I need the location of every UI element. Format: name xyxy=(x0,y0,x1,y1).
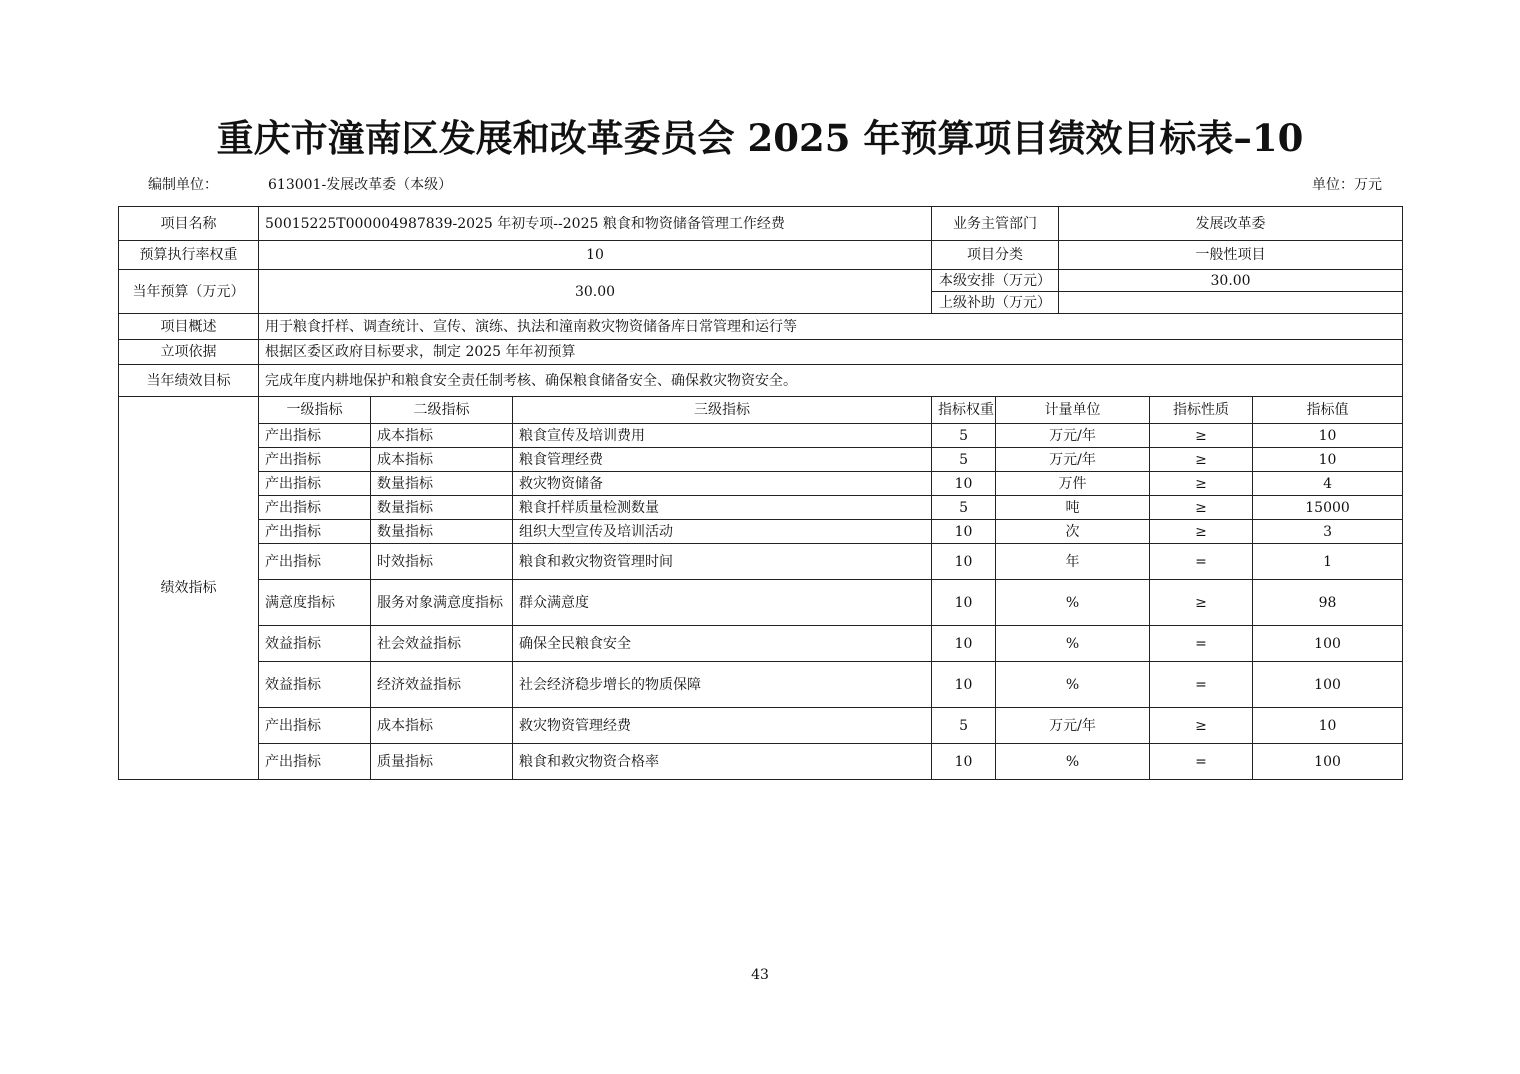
level1-cell: 产出指标 xyxy=(259,544,371,580)
level2-cell: 经济效益指标 xyxy=(371,662,513,708)
indicator-row xyxy=(119,708,1403,744)
indicator-row xyxy=(119,520,1403,544)
budget-weight-value: 10 xyxy=(259,241,932,270)
local-arrangement-value: 30.00 xyxy=(1059,270,1403,292)
unit-cell: 万元/年 xyxy=(996,708,1150,744)
indicators-section-label: 绩效指标 xyxy=(119,397,259,780)
nature-cell: ≥ xyxy=(1150,424,1253,448)
level3-cell: 组织大型宣传及培训活动 xyxy=(513,520,932,544)
unit-cell: 次 xyxy=(996,520,1150,544)
level2-cell: 成本指标 xyxy=(371,424,513,448)
unit-cell: 万件 xyxy=(996,472,1150,496)
unit-cell: % xyxy=(996,580,1150,626)
row-goal xyxy=(119,365,1403,397)
header-nature: 指标性质 xyxy=(1150,397,1253,424)
level1-cell: 产出指标 xyxy=(259,496,371,520)
value-cell: 100 xyxy=(1253,626,1403,662)
level3-cell: 群众满意度 xyxy=(513,580,932,626)
indicator-row xyxy=(119,626,1403,662)
goal-label: 当年绩效目标 xyxy=(119,365,259,397)
upper-subsidy-label: 上级补助（万元） xyxy=(932,292,1059,314)
overview-label: 项目概述 xyxy=(119,314,259,340)
basis-label: 立项依据 xyxy=(119,340,259,365)
nature-cell: = xyxy=(1150,744,1253,780)
category-label: 项目分类 xyxy=(932,241,1059,270)
level2-cell: 社会效益指标 xyxy=(371,626,513,662)
level1-cell: 产出指标 xyxy=(259,708,371,744)
nature-cell: ≥ xyxy=(1150,520,1253,544)
header-level1: 一级指标 xyxy=(259,397,371,424)
upper-subsidy-value xyxy=(1059,292,1403,314)
indicator-row xyxy=(119,544,1403,580)
row-weight xyxy=(119,241,1403,270)
weight-cell: 10 xyxy=(932,520,996,544)
nature-cell: ≥ xyxy=(1150,496,1253,520)
level2-cell: 时效指标 xyxy=(371,544,513,580)
basis-value: 根据区委区政府目标要求，制定 2025 年年初预算 xyxy=(259,340,1403,365)
performance-table xyxy=(118,206,1403,780)
weight-cell: 10 xyxy=(932,544,996,580)
value-cell: 1 xyxy=(1253,544,1403,580)
level1-cell: 效益指标 xyxy=(259,626,371,662)
level1-cell: 产出指标 xyxy=(259,424,371,448)
indicator-row xyxy=(119,496,1403,520)
header-value: 指标值 xyxy=(1253,397,1403,424)
local-arrangement-label: 本级安排（万元） xyxy=(932,270,1059,292)
row-overview xyxy=(119,314,1403,340)
indicator-row xyxy=(119,662,1403,708)
level1-cell: 产出指标 xyxy=(259,472,371,496)
weight-cell: 10 xyxy=(932,472,996,496)
annual-budget-label: 当年预算（万元） xyxy=(119,270,259,314)
indicator-row xyxy=(119,744,1403,780)
nature-cell: ≥ xyxy=(1150,448,1253,472)
indicator-header-row xyxy=(119,397,1403,424)
header-level3: 三级指标 xyxy=(513,397,932,424)
annual-budget-value: 30.00 xyxy=(259,270,932,314)
level1-cell: 满意度指标 xyxy=(259,580,371,626)
compiling-unit-label: 编制单位： xyxy=(148,177,218,193)
row-budget-local xyxy=(119,270,1403,292)
nature-cell: ≥ xyxy=(1150,708,1253,744)
currency-unit: 单位：万元 xyxy=(1312,177,1382,193)
row-project-name xyxy=(119,207,1403,241)
level1-cell: 产出指标 xyxy=(259,520,371,544)
level1-cell: 产出指标 xyxy=(259,744,371,780)
level2-cell: 质量指标 xyxy=(371,744,513,780)
level2-cell: 成本指标 xyxy=(371,708,513,744)
row-basis xyxy=(119,340,1403,365)
level1-cell: 产出指标 xyxy=(259,448,371,472)
value-cell: 100 xyxy=(1253,662,1403,708)
level2-cell: 数量指标 xyxy=(371,496,513,520)
weight-cell: 5 xyxy=(932,448,996,472)
nature-cell: = xyxy=(1150,626,1253,662)
level3-cell: 粮食和救灾物资合格率 xyxy=(513,744,932,780)
value-cell: 10 xyxy=(1253,448,1403,472)
value-cell: 3 xyxy=(1253,520,1403,544)
level3-cell: 救灾物资管理经费 xyxy=(513,708,932,744)
department-value: 发展改革委 xyxy=(1059,207,1403,241)
indicator-row xyxy=(119,448,1403,472)
value-cell: 10 xyxy=(1253,708,1403,744)
unit-cell: 万元/年 xyxy=(996,448,1150,472)
value-cell: 10 xyxy=(1253,424,1403,448)
budget-weight-label: 预算执行率权重 xyxy=(119,241,259,270)
page-number: 43 xyxy=(751,967,769,983)
weight-cell: 10 xyxy=(932,580,996,626)
goal-value: 完成年度内耕地保护和粮食安全责任制考核、确保粮食储备安全、确保救灾物资安全。 xyxy=(259,365,1403,397)
level3-cell: 粮食和救灾物资管理时间 xyxy=(513,544,932,580)
indicator-row xyxy=(119,580,1403,626)
level3-cell: 粮食管理经费 xyxy=(513,448,932,472)
indicator-row xyxy=(119,424,1403,448)
department-label: 业务主管部门 xyxy=(932,207,1059,241)
weight-cell: 5 xyxy=(932,496,996,520)
level2-cell: 数量指标 xyxy=(371,520,513,544)
unit-cell: 年 xyxy=(996,544,1150,580)
unit-cell: % xyxy=(996,744,1150,780)
weight-cell: 10 xyxy=(932,662,996,708)
value-cell: 98 xyxy=(1253,580,1403,626)
weight-cell: 10 xyxy=(932,626,996,662)
value-cell: 100 xyxy=(1253,744,1403,780)
level3-cell: 社会经济稳步增长的物质保障 xyxy=(513,662,932,708)
nature-cell: = xyxy=(1150,544,1253,580)
level2-cell: 数量指标 xyxy=(371,472,513,496)
level2-cell: 服务对象满意度指标 xyxy=(371,580,513,626)
level3-cell: 救灾物资储备 xyxy=(513,472,932,496)
value-cell: 15000 xyxy=(1253,496,1403,520)
nature-cell: ≥ xyxy=(1150,472,1253,496)
level3-cell: 粮食宣传及培训费用 xyxy=(513,424,932,448)
weight-cell: 10 xyxy=(932,744,996,780)
nature-cell: = xyxy=(1150,662,1253,708)
level2-cell: 成本指标 xyxy=(371,448,513,472)
project-name-value: 50015225T000004987839-2025 年初专项--2025 粮食和物资储备管理工作经费 xyxy=(259,207,932,241)
unit-cell: % xyxy=(996,626,1150,662)
unit-cell: 万元/年 xyxy=(996,424,1150,448)
header-level2: 二级指标 xyxy=(371,397,513,424)
page-title: 重庆市潼南区发展和改革委员会 2025 年预算项目绩效目标表–10 xyxy=(216,116,1304,160)
level1-cell: 效益指标 xyxy=(259,662,371,708)
level3-cell: 粮食扦样质量检测数量 xyxy=(513,496,932,520)
overview-value: 用于粮食扦样、调查统计、宣传、演练、执法和潼南救灾物资储备库日常管理和运行等 xyxy=(259,314,1403,340)
compiling-unit-value: 613001-发展改革委（本级） xyxy=(268,177,453,193)
unit-cell: 吨 xyxy=(996,496,1150,520)
unit-cell: % xyxy=(996,662,1150,708)
header-weight: 指标权重 xyxy=(932,397,996,424)
nature-cell: ≥ xyxy=(1150,580,1253,626)
indicator-row xyxy=(119,472,1403,496)
value-cell: 4 xyxy=(1253,472,1403,496)
weight-cell: 5 xyxy=(932,708,996,744)
category-value: 一般性项目 xyxy=(1059,241,1403,270)
level3-cell: 确保全民粮食安全 xyxy=(513,626,932,662)
header-unit: 计量单位 xyxy=(996,397,1150,424)
project-name-label: 项目名称 xyxy=(119,207,259,241)
weight-cell: 5 xyxy=(932,424,996,448)
